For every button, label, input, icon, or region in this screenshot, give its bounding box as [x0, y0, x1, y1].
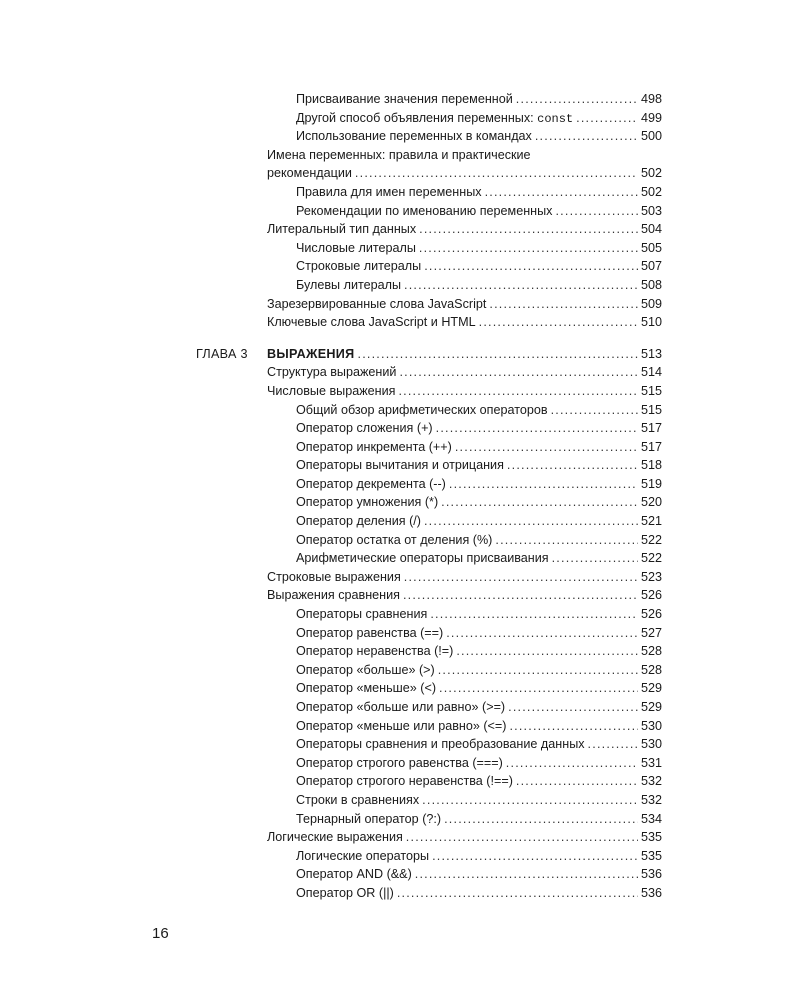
dot-leader — [446, 624, 638, 643]
toc-entry-page: 498 — [640, 92, 662, 106]
toc-entry-page: 523 — [640, 569, 662, 584]
dot-leader — [509, 717, 638, 736]
toc-entry[interactable] — [0, 531, 800, 550]
toc-entry-page: 534 — [640, 811, 662, 826]
toc-entry-title: Оператор OR (||) — [296, 885, 394, 900]
toc-entry-title: Общий обзор арифметических операторов — [296, 402, 548, 417]
toc-entry[interactable] — [0, 624, 800, 643]
toc-entry[interactable] — [0, 183, 800, 202]
dot-leader — [576, 109, 638, 128]
toc-entry-page: 502 — [640, 166, 662, 181]
toc-entry-title: Структура выражений — [267, 365, 397, 380]
dot-leader — [535, 127, 638, 146]
dot-leader — [424, 257, 638, 276]
toc-entry-page: 507 — [640, 259, 662, 274]
toc-entry-page: 535 — [640, 830, 662, 845]
toc-entry-page: 500 — [640, 129, 662, 144]
dot-leader — [398, 382, 638, 401]
toc-entry-title: Операторы сравнения — [296, 607, 428, 622]
toc-entry-title: Операторы сравнения и преобразование данных — [296, 737, 585, 752]
toc-entry-title: Оператор строгого неравенства (!==) — [296, 774, 513, 789]
dot-leader — [516, 90, 638, 109]
toc-entry[interactable] — [0, 257, 800, 276]
toc-entry[interactable] — [0, 401, 800, 420]
dot-leader — [506, 754, 638, 773]
toc-entry-page: 536 — [640, 885, 662, 900]
toc-entry-page: 518 — [640, 458, 662, 473]
toc-entry[interactable] — [0, 109, 800, 128]
toc-entry-title: Присваивание значения переменной — [296, 92, 513, 106]
toc-entry-page: 526 — [640, 588, 662, 603]
toc-entry-title: Булевы литералы — [296, 277, 402, 292]
toc-entry-page: 528 — [640, 644, 662, 659]
toc-entry-page: 508 — [640, 277, 662, 292]
toc-entry-title: Числовые выражения — [267, 383, 396, 398]
toc-section-chapter-3 — [0, 363, 800, 902]
toc-entry-page: 509 — [640, 296, 662, 311]
dot-leader — [441, 493, 638, 512]
toc-entry-title: Строковые выражения — [267, 569, 401, 584]
dot-leader — [507, 456, 638, 475]
toc-entry-page: 522 — [640, 551, 662, 566]
toc-entry-title: Оператор AND (&&) — [296, 867, 412, 882]
chapter-page: 513 — [640, 346, 662, 361]
dot-leader — [403, 586, 638, 605]
dot-leader — [432, 847, 638, 866]
toc-section-previous — [0, 90, 800, 332]
toc-entry-page: 515 — [640, 383, 662, 398]
dot-leader — [439, 679, 638, 698]
toc-entry[interactable] — [0, 754, 800, 773]
dot-leader — [358, 345, 638, 364]
dot-leader — [406, 828, 638, 847]
chapter-heading[interactable] — [0, 345, 800, 364]
toc-entry-page: 517 — [640, 439, 662, 454]
toc-entry[interactable] — [0, 865, 800, 884]
toc-entry[interactable] — [0, 313, 800, 332]
toc-entry-title: Зарезервированные слова JavaScript — [267, 296, 487, 311]
toc-entry-title: Оператор инкремента (++) — [296, 439, 452, 454]
toc-entry[interactable] — [0, 456, 800, 475]
toc-entry[interactable] — [0, 382, 800, 401]
page-number: 16 — [152, 925, 169, 942]
toc-entry-title: Имена переменных: правила и практические — [267, 147, 531, 162]
toc-entry[interactable] — [0, 661, 800, 680]
toc-entry[interactable] — [0, 146, 800, 165]
toc-entry-title: Литеральный тип данных — [267, 222, 417, 237]
toc-entry[interactable] — [0, 164, 800, 183]
dot-leader — [415, 865, 638, 884]
toc-entry[interactable] — [0, 512, 800, 531]
toc-entry-page: 535 — [640, 848, 662, 863]
toc-entry[interactable] — [0, 828, 800, 847]
toc-entry-page: 514 — [640, 365, 662, 380]
dot-leader — [444, 810, 638, 829]
toc-entry[interactable] — [0, 295, 800, 314]
toc-entry-page: 529 — [640, 681, 662, 696]
dot-leader — [397, 884, 638, 903]
toc-entry[interactable] — [0, 127, 800, 146]
toc-entry-page: 527 — [640, 625, 662, 640]
dot-leader — [422, 791, 638, 810]
toc-entry[interactable] — [0, 586, 800, 605]
toc-entry-code: const — [537, 111, 574, 126]
toc-entry-title: Оператор деления (/) — [296, 514, 421, 529]
toc-entry-title: Использование переменных в командах — [296, 129, 532, 144]
chapter-label: ГЛАВА 3 — [196, 346, 248, 361]
toc-entry[interactable] — [0, 791, 800, 810]
toc-entry-page: 532 — [640, 792, 662, 807]
toc-entry[interactable] — [0, 884, 800, 903]
toc-entry-page: 530 — [640, 737, 662, 752]
dot-leader — [516, 772, 638, 791]
toc-entry-title: Операторы вычитания и отрицания — [296, 458, 504, 473]
dot-leader — [456, 642, 638, 661]
dot-leader — [485, 183, 638, 202]
toc-entry-page: 499 — [640, 110, 662, 125]
toc-entry[interactable] — [0, 568, 800, 587]
toc-entry-page: 520 — [640, 495, 662, 510]
toc-entry-page: 529 — [640, 700, 662, 714]
toc-entry-title: Тернарный оператор (?:) — [296, 811, 442, 826]
toc-entry[interactable] — [0, 438, 800, 457]
toc-entry-title: Ключевые слова JavaScript и HTML — [267, 315, 476, 330]
table-of-contents — [0, 90, 800, 903]
toc-entry[interactable] — [0, 90, 800, 109]
toc-entry-title: Оператор «меньше или равно» (<=) — [296, 718, 507, 733]
toc-entry[interactable] — [0, 605, 800, 624]
toc-entry[interactable] — [0, 698, 800, 717]
toc-entry[interactable] — [0, 475, 800, 494]
toc-entry[interactable] — [0, 276, 800, 295]
toc-entry-page: 528 — [640, 662, 662, 677]
toc-entry[interactable] — [0, 549, 800, 568]
toc-entry-page: 515 — [640, 402, 662, 417]
toc-entry[interactable] — [0, 239, 800, 258]
dot-leader — [508, 698, 638, 717]
toc-entry-page: 536 — [640, 867, 662, 882]
dot-leader — [495, 531, 638, 550]
chapter-title: ВЫРАЖЕНИЯ — [267, 346, 355, 361]
dot-leader — [404, 276, 638, 295]
toc-entry[interactable] — [0, 772, 800, 791]
dot-leader — [399, 363, 638, 382]
toc-entry-title: Оператор неравенства (!=) — [296, 644, 454, 659]
toc-entry-title: Строковые литералы — [296, 259, 422, 274]
toc-entry-title: Логические выражения — [267, 830, 403, 845]
toc-entry[interactable] — [0, 419, 800, 438]
toc-entry-title: Оператор умножения (*) — [296, 495, 439, 510]
dot-leader — [489, 295, 638, 314]
toc-entry-page: 519 — [640, 476, 662, 491]
toc-entry[interactable] — [0, 493, 800, 512]
toc-entry-page: 530 — [640, 718, 662, 733]
toc-entry-title: Другой способ объявления переменных: const — [296, 110, 574, 126]
toc-entry-title: Оператор сложения (+) — [296, 421, 433, 436]
toc-entry-title: Рекомендации по именованию переменных — [296, 203, 553, 218]
toc-entry-page: 531 — [640, 755, 662, 770]
dot-leader — [419, 220, 638, 239]
toc-entry-title: Оператор равенства (==) — [296, 625, 444, 640]
dot-leader — [404, 568, 638, 587]
toc-entry-page: 532 — [640, 774, 662, 789]
toc-entry-page: 510 — [640, 315, 662, 330]
dot-leader — [551, 401, 638, 420]
toc-entry-page: 503 — [640, 203, 662, 218]
toc-entry-title: Правила для имен переменных — [296, 184, 482, 199]
toc-entry-title: Логические операторы — [296, 848, 430, 863]
toc-entry-title: Оператор остатка от деления (%) — [296, 532, 493, 547]
dot-leader — [455, 438, 638, 457]
toc-entry-title: Выражения сравнения — [267, 588, 400, 603]
toc-entry-title: Арифметические операторы присваивания — [296, 551, 549, 566]
toc-entry-page: 526 — [640, 607, 662, 622]
toc-entry-page: 522 — [640, 532, 662, 547]
dot-leader — [552, 549, 638, 568]
toc-entry-title: Оператор строгого равенства (===) — [296, 755, 503, 770]
dot-leader — [430, 605, 638, 624]
toc-entry-title: рекомендации — [267, 166, 352, 181]
dot-leader — [555, 202, 638, 221]
toc-entry-title: Оператор «больше или равно» (>=) — [296, 700, 506, 714]
toc-entry-title: Числовые литералы — [296, 240, 416, 255]
toc-entry-title: Оператор декремента (--) — [296, 476, 446, 491]
toc-entry-page: 504 — [640, 222, 662, 237]
toc-entry[interactable] — [0, 679, 800, 698]
toc-entry[interactable] — [0, 847, 800, 866]
toc-entry[interactable] — [0, 202, 800, 221]
toc-entry[interactable] — [0, 717, 800, 736]
dot-leader — [436, 419, 638, 438]
toc-entry-title: Строки в сравнениях — [296, 792, 420, 807]
dot-leader — [479, 313, 638, 332]
toc-entry-page: 502 — [640, 184, 662, 199]
dot-leader — [355, 164, 638, 183]
toc-entry[interactable] — [0, 363, 800, 382]
toc-entry[interactable] — [0, 220, 800, 239]
toc-entry[interactable] — [0, 642, 800, 661]
toc-entry[interactable] — [0, 810, 800, 829]
toc-entry[interactable] — [0, 735, 800, 754]
dot-leader — [438, 661, 638, 680]
dot-leader — [424, 512, 638, 531]
toc-entry-title: Оператор «меньше» (<) — [296, 681, 437, 696]
toc-entry-title: Оператор «больше» (>) — [296, 662, 435, 677]
dot-leader — [419, 239, 638, 258]
toc-entry-page: 521 — [640, 514, 662, 529]
toc-entry-page: 505 — [640, 240, 662, 255]
dot-leader — [588, 735, 638, 754]
toc-entry-page: 517 — [640, 421, 662, 436]
dot-leader — [449, 475, 638, 494]
